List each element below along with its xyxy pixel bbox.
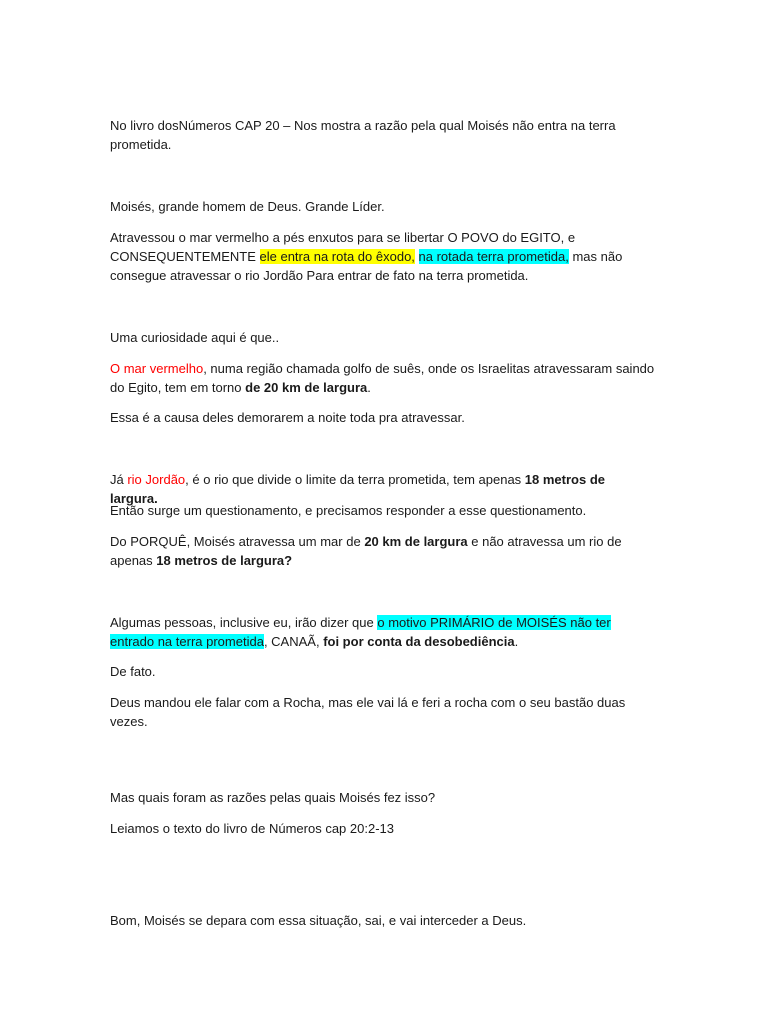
text-run: .: [367, 380, 371, 395]
paragraph-why: [110, 532, 655, 570]
text-run: , numa região chamada golfo de suês, onde os Israelitas atravessaram saindo do Egito, tem em torno: [110, 361, 655, 395]
text-run: , é o rio que divide o limite da terra prometida, tem apenas: [185, 472, 525, 487]
text-run: [415, 249, 419, 264]
paragraph-in-fact: De fato.: [110, 664, 156, 679]
paragraph-intro: No livro dosNúmeros CAP 20 – Nos mostra a razão pela qual Moisés não entra na terra prometida.: [110, 118, 616, 152]
text-run: .: [514, 634, 519, 649]
paragraph-disobedience: [110, 613, 655, 651]
paragraph-read-text: Leiamos o texto do livro de Números cap 20:2-13: [110, 821, 394, 836]
paragraph-red-sea-width: [110, 359, 655, 397]
text-run: e não atravessa um rio de apenas: [110, 534, 622, 568]
bold-text: 18 metros de largura?: [156, 553, 293, 568]
text-run: Algumas pessoas, inclusive eu, irão dizer que: [110, 615, 378, 630]
highlight-cyan: o motivo PRIMÁRIO de MOISÉS não ter entrado na terra prometida: [110, 615, 611, 649]
bold-text: 18 metros de largura.: [110, 472, 605, 506]
paragraph-reasons: Mas quais foram as razões pelas quais Moisés fez isso?: [110, 790, 436, 805]
paragraph-moses-leader: Moisés, grande homem de Deus. Grande Líder.: [110, 199, 385, 214]
text-run: Do PORQUÊ, Moisés atravessa um mar de: [110, 534, 365, 549]
text-run: Atravessou o mar vermelho a pés enxutos para se libertar O POVO do EGITO, e CONSEQUENTEMENTE: [110, 230, 576, 264]
paragraph-question: Então surge um questionamento, e precisamos responder a esse questionamento.: [110, 503, 587, 518]
paragraph-whole-night: Essa é a causa deles demorarem a noite toda pra atravessar.: [110, 410, 465, 425]
paragraph-curiosity: Uma curiosidade aqui é que..: [110, 330, 280, 345]
highlight-cyan: na rotada terra prometida,: [418, 249, 569, 264]
red-text: O mar vermelho: [110, 361, 204, 376]
paragraph-rock: Deus mandou ele falar com a Rocha, mas ele vai lá e feri a rocha com o seu bastão duas vezes.: [110, 695, 626, 729]
paragraph-red-sea-crossing: [110, 228, 655, 285]
highlight-yellow: ele entra na rota do êxodo,: [259, 249, 415, 264]
text-run: , CANAÃ,: [263, 634, 324, 649]
text-run: Já: [110, 472, 128, 487]
paragraph-intercede: Bom, Moisés se depara com essa situação, sai, e vai interceder a Deus.: [110, 913, 527, 928]
bold-text: de 20 km de largura: [245, 380, 368, 395]
text-run: mas não consegue atravessar o rio Jordão Para entrar de fato na terra prometida.: [110, 249, 623, 283]
bold-text: foi por conta da desobediência: [323, 634, 515, 649]
red-text: rio Jordão: [127, 472, 186, 487]
bold-text: 20 km de largura: [364, 534, 468, 549]
